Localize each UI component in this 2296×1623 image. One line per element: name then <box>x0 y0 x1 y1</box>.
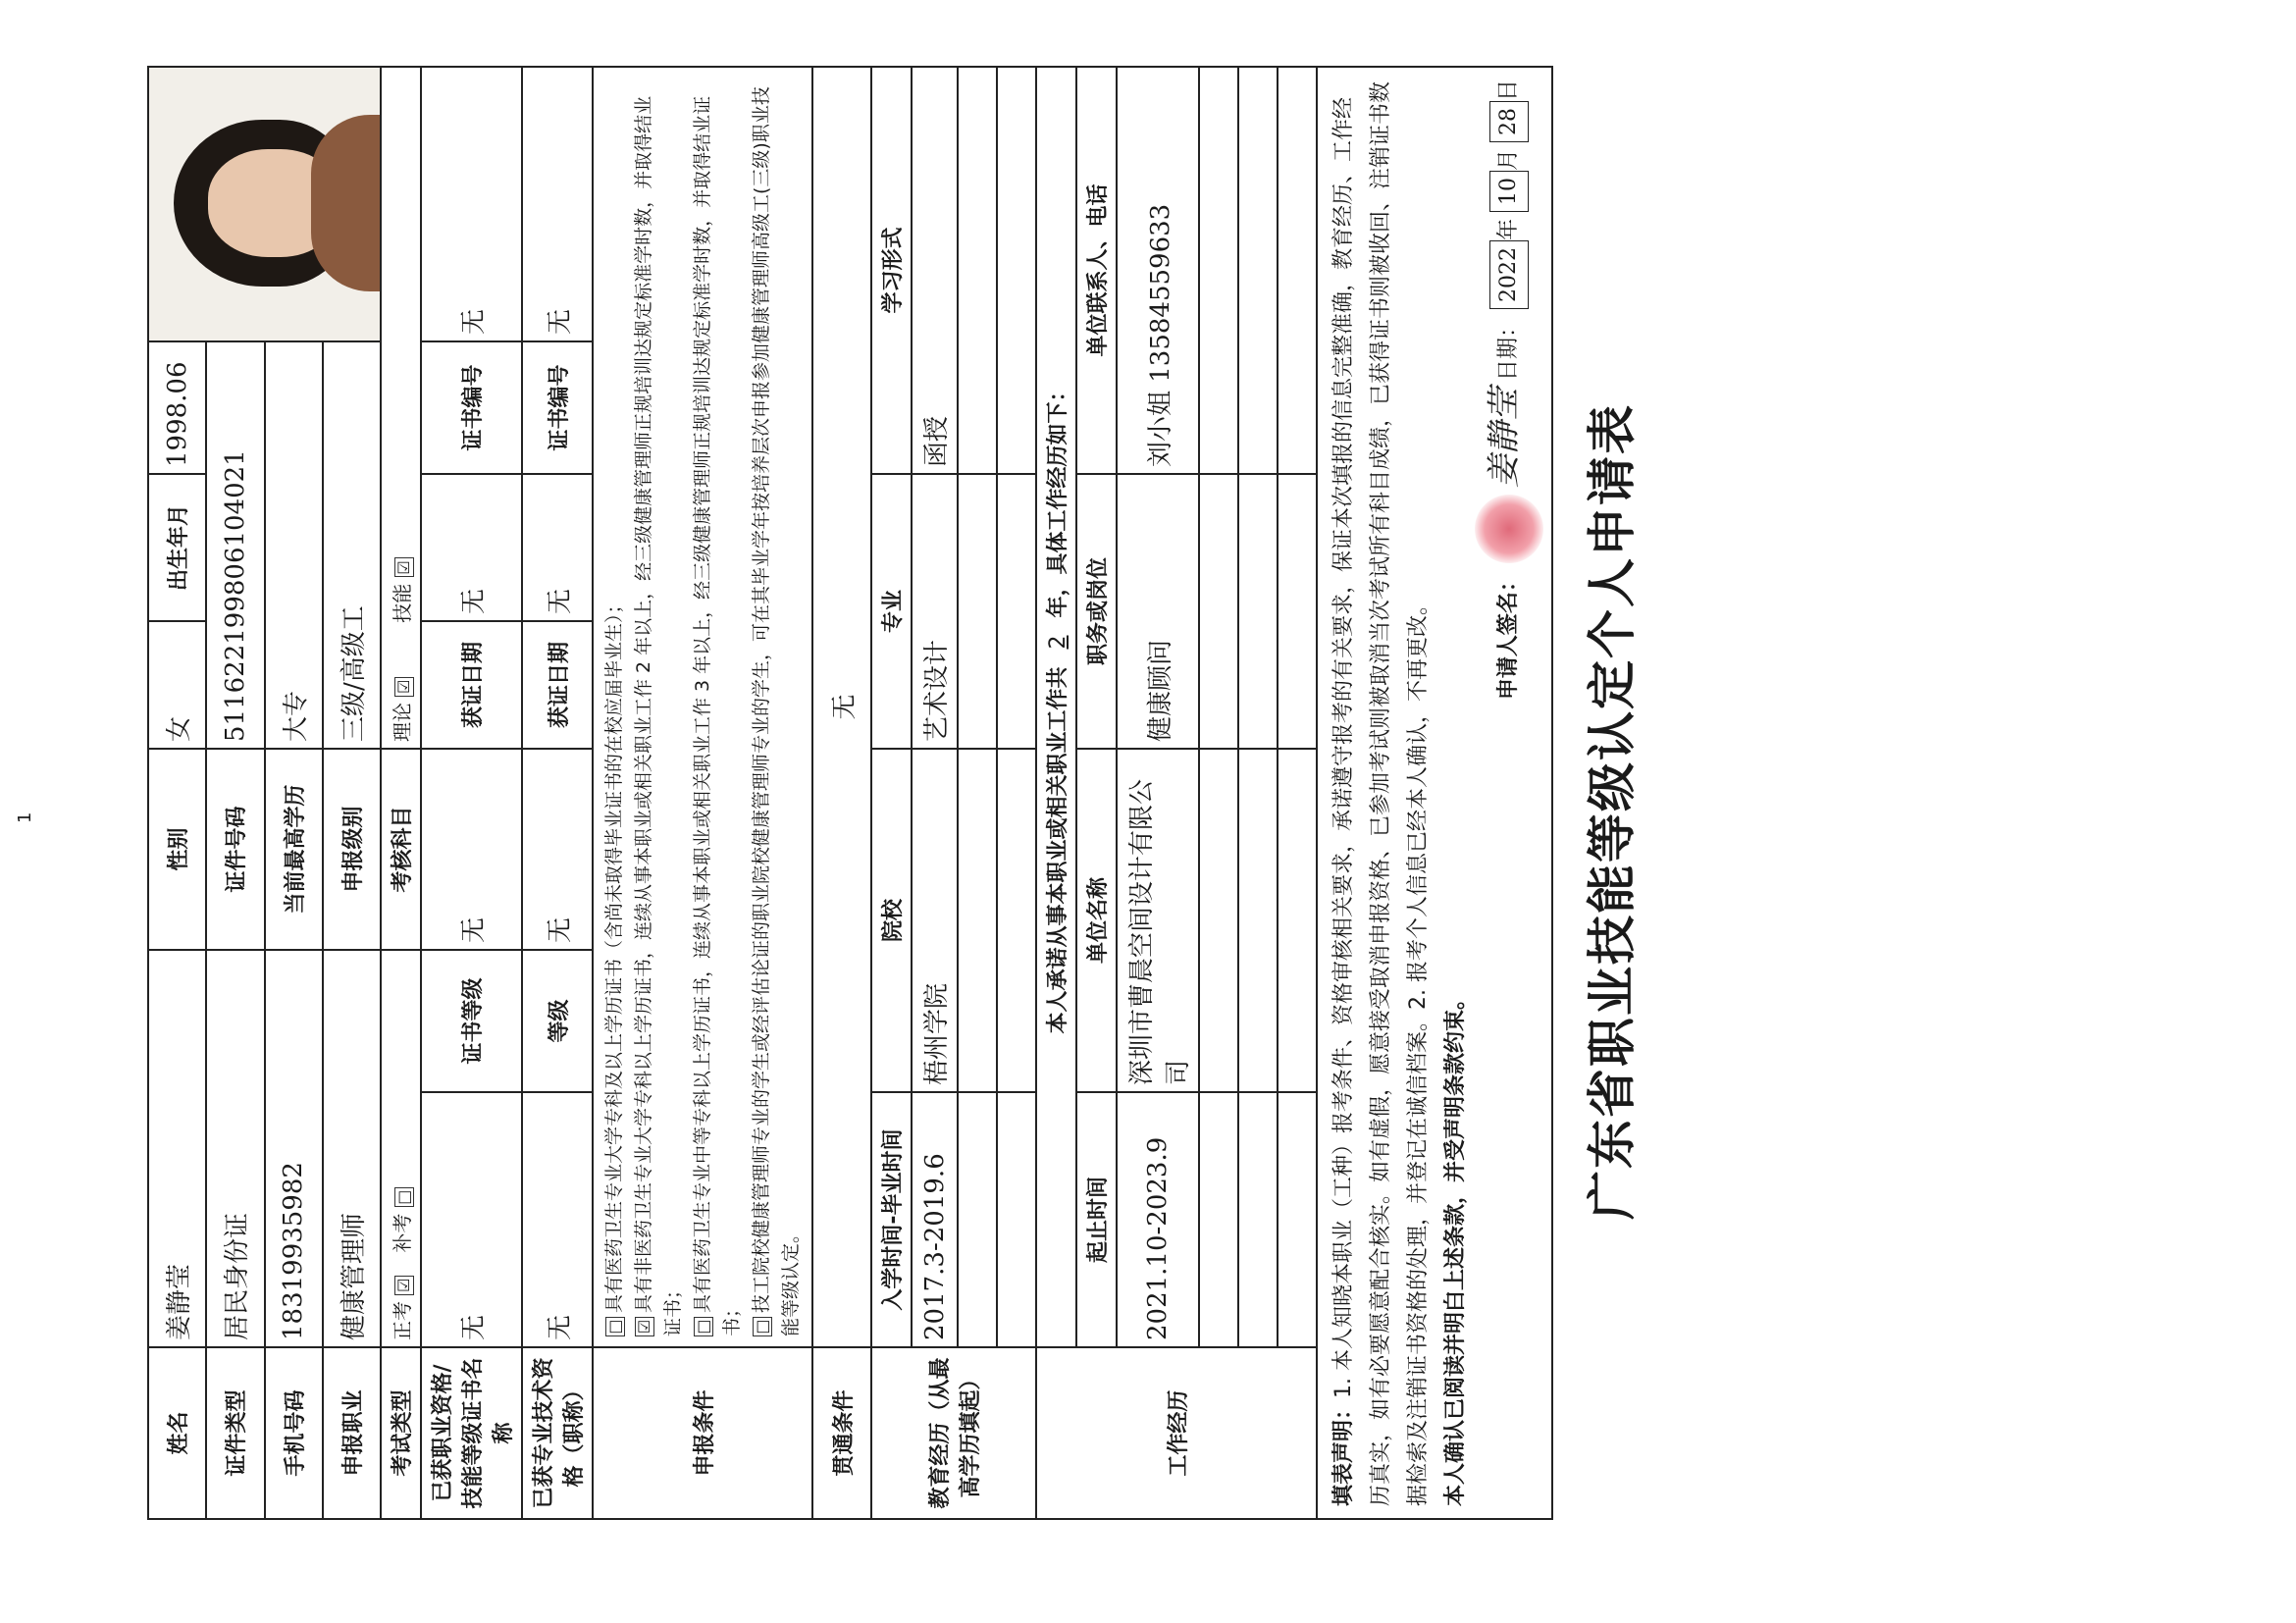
gender-label: 性别 <box>148 749 206 950</box>
work-cell-time: 2021.10-2023.9 <box>1117 1092 1199 1347</box>
birth-label: 出生年月 <box>148 474 206 621</box>
exam-makeup-label: 补考 <box>391 1213 414 1253</box>
cert-no-value: 无 <box>421 67 522 341</box>
page-number: 1 <box>15 812 35 823</box>
date-year: 2022 <box>1489 240 1529 309</box>
condition-2: ☑具有非医药卫生专业大学专科以上学历证书，连续从事本职业或相关职业工作 2 年以上，经三级健康管理师正规培训达规定标准学时数，并取得结业证书； <box>633 95 684 1336</box>
exam-normal-label: 正考 <box>391 1301 414 1340</box>
phone-label: 手机号码 <box>265 1347 323 1519</box>
fingerprint-stamp <box>1475 495 1543 563</box>
date-month: 10 <box>1489 171 1529 212</box>
condition-3: □具有医药卫生专业中等专科以上学历证书，连续从事本职业或相关职业工作 3 年以上，经三级健康管理师正规培训达规定标准学时数，并取得结业证书； <box>692 95 743 1336</box>
declaration <box>1317 67 1552 1519</box>
cert-date-value: 无 <box>421 474 522 621</box>
work-cell-unit: 深圳市曹晨空间设计有限公司 <box>1117 749 1199 1092</box>
title-no-label: 证书编号 <box>522 341 593 474</box>
edu-cell-time: 2017.3-2019.6 <box>912 1092 958 1347</box>
edu-header-time: 入学时间-毕业时间 <box>871 1092 912 1347</box>
work-cell-post: 健康顾问 <box>1117 474 1199 749</box>
condition-4: □技工院校健康管理师专业的学生或经评估论证的职业院校健康管理师专业的学生，可在其毕业学年按培养层次申报参加健康管理师高级工(三级)职业技能等级认定。 <box>751 86 802 1336</box>
title-no-value: 无 <box>522 67 593 341</box>
condition-4-checkbox[interactable]: □ <box>753 1317 772 1336</box>
condition-1-checkbox[interactable]: □ <box>605 1317 625 1336</box>
title-date-value: 无 <box>522 474 593 621</box>
sign-label: 申请人签名： <box>1496 570 1521 701</box>
theory-checkbox[interactable]: ☑ <box>394 677 414 697</box>
work-header-time: 起止时间 <box>1076 1092 1117 1347</box>
form-title: 广东省职业技能等级认定个人申请表 <box>1584 403 1641 1220</box>
through-value: 无 <box>812 67 871 1347</box>
edu-label: 当前最高学历 <box>265 749 323 950</box>
edu-header-school: 院校 <box>871 749 912 1092</box>
title-name-value: 无 <box>522 1092 593 1347</box>
application-form-table <box>147 66 1553 1520</box>
row-through <box>812 67 871 1519</box>
work-header-unit: 单位名称 <box>1076 749 1117 1092</box>
date-day: 28 <box>1489 101 1529 142</box>
through-label: 贯通条件 <box>812 1347 871 1519</box>
work-row <box>1117 67 1199 1519</box>
row-conditions <box>593 67 812 1519</box>
edu-cell-major: 艺术设计 <box>912 474 958 749</box>
idno-label: 证件号码 <box>206 749 264 950</box>
name-label: 姓名 <box>148 1347 206 1519</box>
gender-value: 女 <box>148 621 206 749</box>
work-promise: 本人承诺从事本职业或相关职业工作共2年，具体工作经历如下： <box>1036 67 1076 1347</box>
title-date-label: 获证日期 <box>522 621 593 749</box>
job-label: 申报职业 <box>323 1347 381 1519</box>
edu-value: 大专 <box>265 341 323 749</box>
birth-value: 1998.06 <box>148 341 206 474</box>
subject-label: 考核科目 <box>381 749 421 950</box>
condition-3-checkbox[interactable]: □ <box>694 1317 713 1336</box>
applicant-signature: 姜静莹 <box>1485 388 1524 489</box>
condition-2-checkbox[interactable]: ☑ <box>635 1317 654 1336</box>
level-label: 申报级别 <box>323 749 381 950</box>
education-label: 教育经历（从最高学历填起） <box>871 1347 1036 1519</box>
signature-row: 申请人签名： 姜静莹 日期： 2022年 10月 28日 <box>1475 79 1543 1506</box>
row-title <box>522 67 593 1519</box>
work-header-contact: 单位联系人、电话 <box>1076 67 1117 474</box>
row-exam <box>381 67 421 1519</box>
edu-header-form: 学习形式 <box>871 67 912 474</box>
cert-date-label: 获证日期 <box>421 621 522 749</box>
exam-label: 考试类型 <box>381 1347 421 1519</box>
cert-name-value: 无 <box>421 1092 522 1347</box>
edu-header-major: 专业 <box>871 474 912 749</box>
photo-cell <box>148 67 381 341</box>
date-label: 日期： <box>1496 316 1521 382</box>
declaration-heading: 填表声明： <box>1331 1397 1356 1506</box>
row-cert <box>421 67 522 1519</box>
skill-checkbox[interactable]: ☑ <box>394 557 414 577</box>
idtype-value: 居民身份证 <box>206 950 264 1347</box>
work-row <box>1278 67 1317 1519</box>
edu-cell-form: 函授 <box>912 67 958 474</box>
cert-level-label: 证书等级 <box>421 950 522 1092</box>
edu-cell-school: 梧州学院 <box>912 749 958 1092</box>
subject-value <box>381 67 421 749</box>
declaration-text: 1. 本人知晓本职业（工种）报考条件、资格审核相关要求，承诺遵守报考的有关要求，保证本次填报的信息完整准确，教育经历、工作经历真实，如有必要愿意配合核实。如有虚假，愿意接受取消申报资格、已参加考试则被取消当次考试所有科目成绩，已获得证书则被收回、注销证书数据检索及注销证书资格的处理，并登记在诚信档案。2. 报考个人信息已经本人确认，不再更改。 <box>1331 80 1431 1506</box>
applicant-photo <box>149 68 380 340</box>
edu-row <box>912 67 958 1519</box>
work-header-row <box>1076 67 1117 1519</box>
cert-no-label: 证书编号 <box>421 341 522 474</box>
edu-row <box>997 67 1036 1519</box>
exam-normal-checkbox[interactable]: ☑ <box>394 1276 414 1295</box>
cert-label: 已获职业资格/技能等级证书名称 <box>421 1347 522 1519</box>
work-years: 2 <box>1046 635 1070 650</box>
title-level-label: 等级 <box>522 950 593 1092</box>
row-name <box>148 67 206 1519</box>
skill-label: 技能 <box>391 583 414 623</box>
conditions-label: 申报条件 <box>593 1347 812 1519</box>
condition-1: □具有医药卫生专业大学专科及以上学历证书（含尚未取得毕业证书的在校应届毕业生）； <box>600 78 629 1336</box>
job-value: 健康管理师 <box>323 950 381 1347</box>
work-promise-row <box>1036 67 1076 1519</box>
work-cell-contact: 刘小姐 13584559633 <box>1117 67 1199 474</box>
work-row <box>1238 67 1278 1519</box>
title-level-value: 无 <box>522 749 593 950</box>
idno-value: 511622199806104021 <box>206 341 264 749</box>
theory-label: 理论 <box>391 703 414 742</box>
conditions-list <box>593 67 812 1347</box>
declaration-confirm: 本人确认已阅读并明白上述条款，并受声明条款约束。 <box>1443 987 1468 1506</box>
title-label: 已获专业技术资格（职称） <box>522 1347 593 1519</box>
work-header-post: 职务或岗位 <box>1076 474 1117 749</box>
level-value: 三级/高级工 <box>323 341 381 749</box>
work-label: 工作经历 <box>1036 1347 1317 1519</box>
exam-makeup-checkbox[interactable]: □ <box>394 1187 414 1207</box>
edu-row <box>958 67 997 1519</box>
edu-header-row <box>871 67 912 1519</box>
name-value: 姜静莹 <box>148 950 206 1347</box>
idtype-label: 证件类型 <box>206 1347 264 1519</box>
declaration-row <box>1317 67 1552 1519</box>
exam-type-value <box>381 950 421 1347</box>
phone-value: 18319935982 <box>265 950 323 1347</box>
cert-level-value: 无 <box>421 749 522 950</box>
work-row <box>1199 67 1238 1519</box>
